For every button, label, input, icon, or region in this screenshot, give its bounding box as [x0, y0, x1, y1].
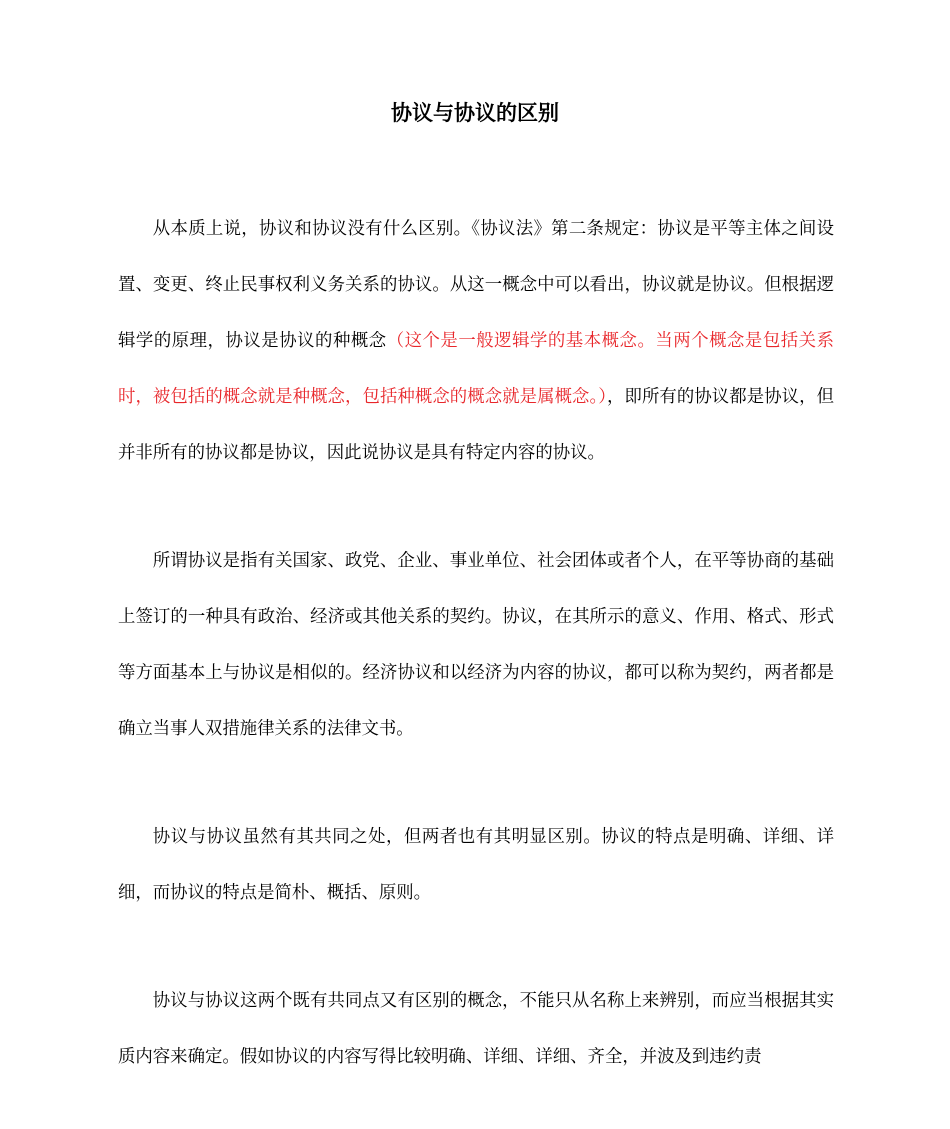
document-title: 协议与协议的区别	[391, 101, 559, 125]
paragraph-3: 协议与协议虽然有其共同之处，但两者也有其明显区别。协议的特点是明确、详细、详细，而协议的特点是简朴、概括、原则。	[118, 827, 834, 903]
paragraph-1-text-end: ，即所有的协议都是协议，但并非所有的协议都是协议，因此说协议是具有特定内容的协议。	[118, 387, 834, 463]
paragraph-1-text-start: 从本质上说，协议和协议没有什么区别。《协议法》第二条规定：协议是平等主体之间设置、变更、终止民事权利义务关系的协议。从这一概念中可以看出，协议就是协议。但根据逻辑学的原理，协议是协议的种概念	[118, 219, 834, 351]
logic-concept-note: （这个是一般逻辑学的基本概念。当两个概念是包括关系时，被包括的概念就是种概念，包括种概念的概念就是属概念。）	[118, 331, 834, 407]
document-body	[118, 201, 834, 1085]
paragraph-4: 协议与协议这两个既有共同点又有区别的概念，不能只从名称上来辨别，而应当根据其实质内容来确定。假如协议的内容写得比较明确、详细、详细、齐全，并波及到违约责	[118, 991, 834, 1067]
paragraph-2: 所谓协议是指有关国家、政党、企业、事业单位、社会团体或者个人，在平等协商的基础上签订的一种具有政治、经济或其他关系的契约。协议，在其所示的意义、作用、格式、形式等方面基本上与协议是相似的。经济协议和以经济为内容的协议，都可以称为契约，两者都是确立当事人双措施律关系的法律文书。	[118, 551, 834, 739]
paragraph-1	[118, 201, 834, 481]
